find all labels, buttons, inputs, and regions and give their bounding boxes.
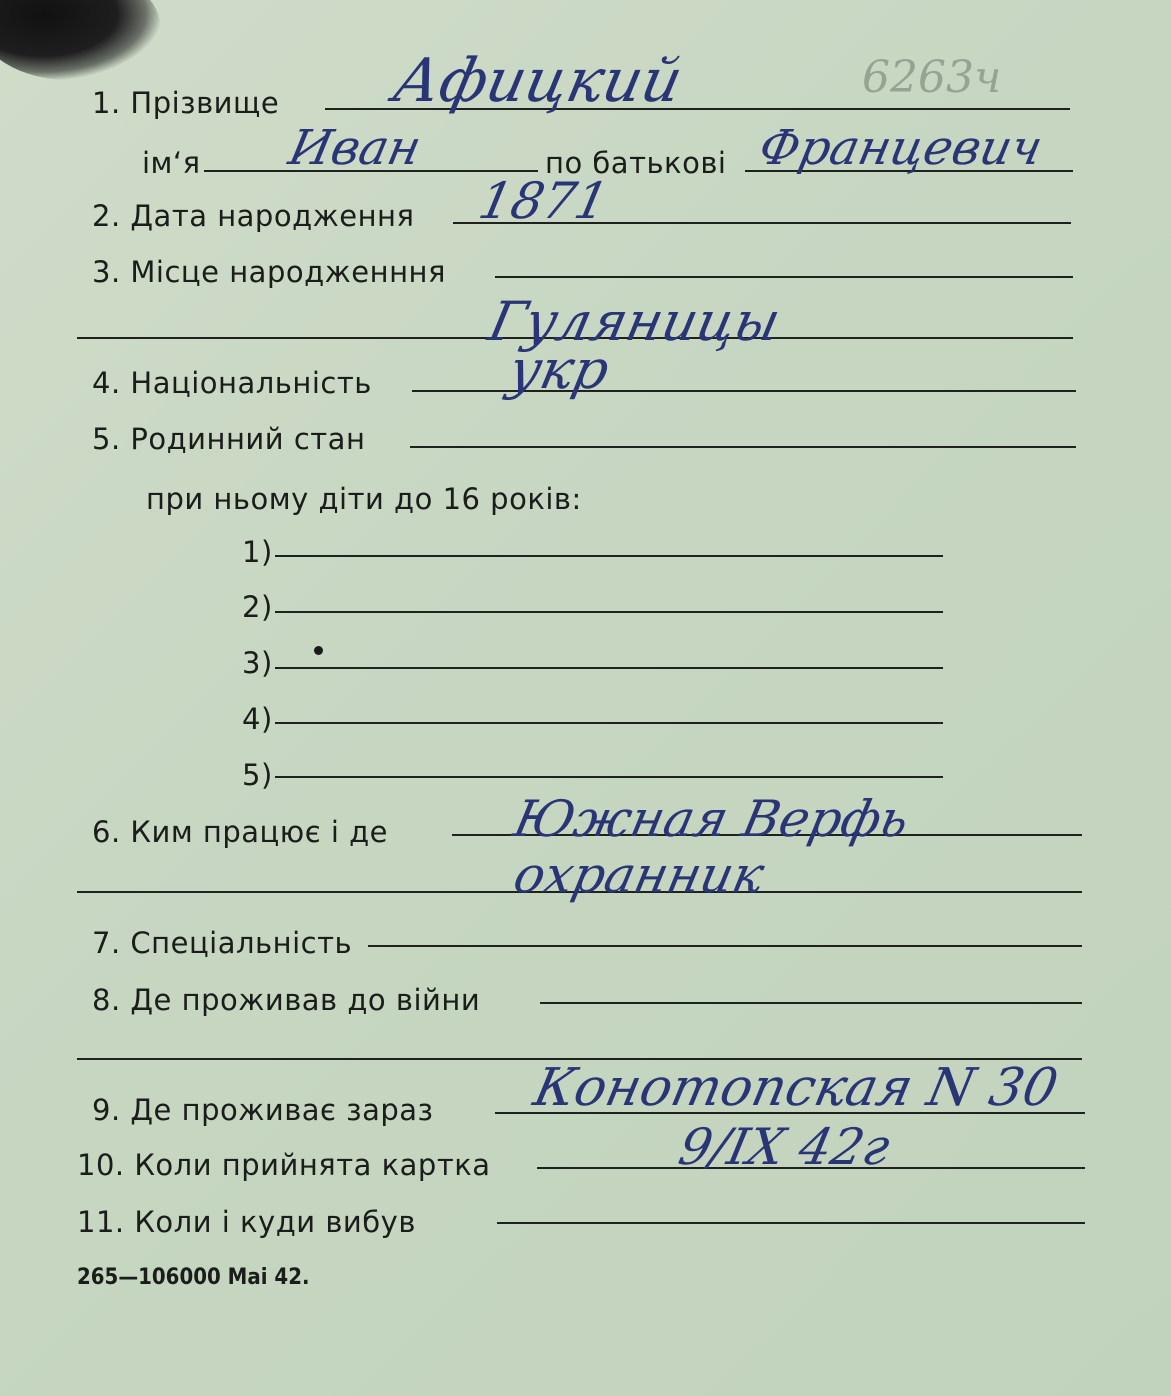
marital-label: 5. Родинний стан <box>92 422 366 456</box>
work-label: 6. Ким працює і де <box>92 815 389 849</box>
pencil-number: 6263ч <box>862 52 1002 103</box>
child-5-line <box>275 776 943 778</box>
departed-line <box>497 1222 1085 1224</box>
birth-place-label: 3. Місце народженння <box>92 255 446 289</box>
birth-place-line <box>495 276 1073 278</box>
print-footer: 265—106000 Mai 42. <box>77 1265 310 1290</box>
prewar-residence-label: 8. Де проживав до війни <box>92 983 481 1017</box>
child-1-line <box>275 555 943 557</box>
work-position-value: охранник <box>508 846 770 904</box>
nationality-label: 4. Національність <box>92 366 372 400</box>
card-accepted-label: 10. Коли прийнята картка <box>77 1148 491 1182</box>
child-3-line <box>275 667 943 669</box>
birth-date-value: 1871 <box>473 172 614 230</box>
work-place-value: Южная Верфь <box>508 790 915 848</box>
children-label: при ньому діти до 16 років: <box>146 482 582 516</box>
surname-value: Афицкий <box>387 46 689 116</box>
child-5-label: 5) <box>242 758 273 792</box>
patronymic-value: Францевич <box>754 120 1048 176</box>
birth-date-label: 2. Дата народження <box>92 199 415 233</box>
patronymic-label: по батькові <box>545 146 727 180</box>
specialty-line <box>368 945 1082 947</box>
marital-line <box>410 446 1076 448</box>
child-1-label: 1) <box>242 535 273 569</box>
birth-place-value: Гуляницы <box>483 290 786 353</box>
child-4-label: 4) <box>242 702 273 736</box>
child-2-label: 2) <box>242 590 273 624</box>
child-4-line <box>275 722 943 724</box>
nationality-value: укр <box>503 338 615 401</box>
ink-stain <box>0 0 160 80</box>
current-residence-label: 9. Де проживає зараз <box>92 1093 434 1127</box>
prewar-residence-line <box>540 1002 1082 1004</box>
child-3-label: 3) <box>242 646 273 680</box>
departed-label: 11. Коли і куди вибув <box>77 1205 416 1239</box>
surname-label: 1. Прізвище <box>92 86 280 120</box>
name-value: Иван <box>284 120 426 176</box>
specialty-label: 7. Спеціальність <box>92 926 353 960</box>
child-2-line <box>275 611 943 613</box>
ink-dot <box>314 646 323 655</box>
name-label: ім‘я <box>142 146 201 180</box>
current-residence-value: Конотопская N 30 <box>528 1058 1063 1118</box>
card-accepted-value: 9/IX 42г <box>673 1118 895 1176</box>
